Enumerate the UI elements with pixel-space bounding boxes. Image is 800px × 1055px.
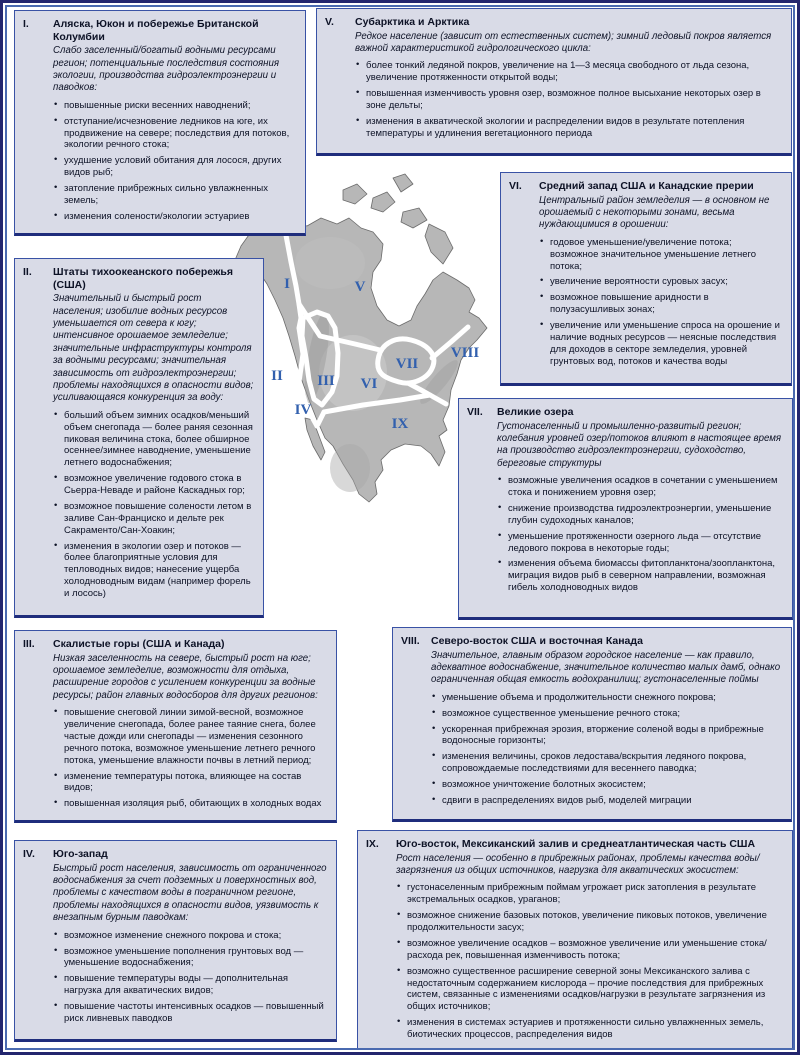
map-label-ix: IX [391,416,409,432]
bullet-item: • затопление прибрежных сильно увлажненных земель; [53,183,296,207]
region-box-ix [357,830,793,1050]
bullet-item: • изменение температуры потока, влияющее на состав видов; [53,771,327,795]
region-title: Северо-восток США и восточная Канада [431,635,643,647]
region-title: Аляска, Юкон и побережье Британской Колумбии [53,18,259,43]
arctic-island-1 [343,184,367,204]
region-title: Средний запад США и Канадские прерии [539,180,754,192]
bullet-item: • ухудшение условий обитания для лосося, других видов рыб; [53,155,296,179]
region-intro: Быстрый рост населения, зависимость от ограниченного водоснабжения за счет подземных и поверхностных вод, проблемы с качеством воды в пограничном регионе, проблемы находящихся в опасности видов, уязвимость к внезапным бурным паводкам: [53,862,327,924]
region-box-ii [14,258,264,618]
region-bullets [53,410,254,600]
bullet-item: • снижение производства гидроэлектроэнергии, уменьшение глубин судоходных каналов; [497,503,783,527]
region-numeral: VI. [509,180,522,192]
map-label-vii: VII [395,356,419,372]
bullet-item: • повышенные риски весенних наводнений; [53,100,296,112]
bullet-item: • изменения в экологии озер и потоков — более благоприятные условия для тепловодных видов; нанесение ущерба холодноводным видам (например форель и лосось) [53,541,254,600]
bullet-item: • возможное существенное уменьшение речного стока; [431,708,782,720]
bullet-item: • возможное уничтожение болотных экосистем; [431,779,782,791]
region-bullets [396,882,783,1041]
region-intro: Значительный и быстрый рост населения; изобилие водных ресурсов уменьшается от севера к югу; интенсивное орошаемое земледелие; значительные инфраструктуры контроля за водными ресурсами; значительная зависимость от гидроэлектроэнергии; проблемы находящихся в опасности видов; усиливающаяся конкуренция за воду: [53,293,254,404]
region-intro: Низкая заселенность на севере, быстрый рост на юге; орошаемое земледелие, возможности для отдыха, расширение городов с усилением конкуренции за водные ресурсы; район главных водосборов для других регионов: [53,652,318,701]
map-label-v: V [354,279,366,295]
map-label-i: I [284,276,290,292]
bullet-item: • возможное снижение базовых потоков, увеличение пиковых потоков, увеличение продолжительности засух; [396,910,783,934]
region-box-vi [500,172,792,386]
region-title: Скалистые горы (США и Канада) [53,638,225,650]
bullet-item: • изменения объема биомассы фитопланктона/зоопланктона, миграция видов рыб в северном направлении, возможная гибель холодноводных видов [497,558,783,594]
bullet-item: • изменения в акватической экологии и распределении видов в результате потепления температуры и удлинения вегетационного периода [355,116,782,140]
bullet-item: • ускоренная прибрежная эрозия, вторжение соленой воды в прибрежные водоносные горизонты; [431,724,782,748]
bullet-item: • годовое уменьшение/увеличение потока; возможное значительное уменьшение летнего потока; [539,237,782,273]
bullet-item: • возможное увеличение осадков – возможное увеличение или уменьшение стока/расхода рек, повышенная изменчивость потока; [396,938,783,962]
bullet-item: • увеличение вероятности суровых засух; [539,276,782,288]
bullet-item: • возможное увеличение годового стока в Сьерра-Неваде и районе Каскадных гор; [53,473,254,497]
arctic-island-3 [393,174,413,192]
region-title: Субарктика и Арктика [355,16,470,28]
bullet-item: • более тонкий ледяной покров, увеличение на 1—3 месяца свободного от льда сезона, увеличение протяженности открытой воды; [355,60,782,84]
bullet-item: • отступание/исчезновение ледников на юге, их продвижение на севере; последствия для потоков, экологии речного стока; [53,116,296,152]
region-bullets [53,707,327,810]
bullet-item: • возможное повышение аридности в полузасушливых зонах; [539,292,782,316]
region-title: Великие озера [497,406,574,418]
baffin-island [425,224,453,264]
region-box-iv [14,840,337,1042]
bullet-item: • возможное изменение снежного покрова и стока; [53,930,327,942]
bullet-item: • изменения величины, сроков ледостава/вскрытия ледяного покрова, сопровождаемые последствиями для весеннего паводка; [431,751,782,775]
map-label-viii: VIII [450,345,480,361]
region-title: Юго-восток, Мексиканский залив и среднеатлантическая часть США [396,838,756,850]
bullet-item: • возможное повышение солености летом в заливе Сан-Франциско и дельте рек Сакраменто/Сан-Хоакин; [53,501,254,537]
bullet-item: • густонаселенным прибрежным поймам угрожает риск затопления в результате экстремальных осадков, ураганов; [396,882,783,906]
region-box-vii [458,398,793,620]
bullet-item: • уменьшение объема и продолжительности снежного покрова; [431,692,782,704]
region-numeral: IV. [23,848,35,860]
bullet-item: • сдвиги в распределениях видов рыб, моделей миграции [431,795,782,807]
region-bullets [53,100,296,223]
region-bullets [431,692,782,807]
region-bullets [53,930,327,1025]
bullet-item: • возможное уменьшение пополнения грунтовых вод — уменьшение водоснабжения; [53,946,327,970]
bullet-item: • повышение температуры воды — дополнительная нагрузка для акватических видов; [53,973,327,997]
page-frame [5,5,795,1050]
map-label-iii: III [317,373,335,389]
region-numeral: VIII. [401,635,420,647]
bullet-item: • больший объем зимних осадков/меньший объем снегопада — более раняя сезонная пиковая величина стока, более обширное осеннее/зимнее наводнение, уменьшение летнего водоснабжения; [53,410,254,469]
bullet-item: • возможно существенное расширение северной зоны Мексиканского залива с недостаточным содержанием кислорода – прочие последствия для прибрежных систем, связанные с изменениями осадков/нагрузки в результате загрязнения из общих источников; [396,966,783,1014]
region-box-viii [392,627,792,822]
region-box-iii [14,630,337,823]
region-intro: Значительное, главным образом городское население — как правило, адекватное водоснабжение, значительное количество малых дамб, однако ограниченная общая емкость водохранилищ; густонаселенные поймы [431,649,781,686]
region-intro: Центральный район земледелия — в основном не орошаемый с некоторыми зонами, весьма нуждающимися в орошении: [539,194,770,231]
region-box-v [316,8,792,156]
arctic-island-4 [401,208,427,228]
region-intro: Редкое население (зависит от естественных систем); зимний ледовый покров является важной характеристикой гидрологического цикла: [355,30,772,54]
bullet-item: • возможные увеличения осадков в сочетании с уменьшением стока и понижением уровня озер; [497,475,783,499]
region-bullets [539,237,782,368]
map-label-iv: IV [294,402,312,418]
region-box-i [14,10,306,236]
region-numeral: III. [23,638,35,650]
region-numeral: V. [325,16,334,28]
region-numeral: I. [23,18,29,30]
region-intro: Густонаселенный и промышленно-развитый регион; колебания уровней озер/потоков влияют в настоящее время на производство гидроэлектроэнергии, судоходство, береговые структуры [497,420,782,469]
region-numeral: IX. [366,838,379,850]
bullet-item: • изменения в системах эстуариев и протяженности сильно увлажненных земель, биотических процессов, распределения видов [396,1017,783,1041]
region-intro: Слабо заселенный/богатый водными ресурсами регион; потенциальные последствия состояния экологии, производства гидроэлектроэнергии и паводков: [53,45,280,94]
region-title: Штаты тихоокеанского побережья (США) [53,266,233,291]
bullet-item: • повышенная изменчивость уровня озер, возможное полное высыхание некоторых озер в зоне дельты; [355,88,782,112]
bullet-item: • изменения солености/экологии эстуариев [53,211,296,223]
bullet-item: • повышение снеговой линии зимой-весной, возможное увеличение снегопада, более ранее таяние снега, более частые дожди или снегопады — изменения сезонного речного потока, возможное уменьшение летнего речного потока, уменьшение влажности почвы в летний период; [53,707,327,766]
map-label-ii: II [271,368,283,384]
region-bullets [497,475,783,594]
region-intro: Рост населения — особенно в прибрежных районах, проблемы качества воды/загрязнения из общих источников, нагрузка для акватических экосистем: [396,852,760,876]
bullet-item: • увеличение или уменьшение спроса на орошение и наличие водных ресурсов — неясные последствия для доходов в секторе земледелия, уровней грунтовых вод, потоков и качества воды [539,320,782,368]
region-numeral: VII. [467,406,483,418]
region-numeral: II. [23,266,32,278]
map-label-vi: VI [360,376,378,392]
bullet-item: • повышение частоты интенсивных осадков — повышенный риск ливневых паводков [53,1001,327,1025]
bullet-item: • уменьшение протяженности озерного льда — отсутствие ледового покрова в некоторые годы; [497,531,783,555]
bullet-item: • повышенная изоляция рыб, обитающих в холодных водах [53,798,327,810]
arctic-island-2 [371,192,395,212]
region-title: Юго-запад [53,848,108,860]
region-bullets [355,60,782,139]
